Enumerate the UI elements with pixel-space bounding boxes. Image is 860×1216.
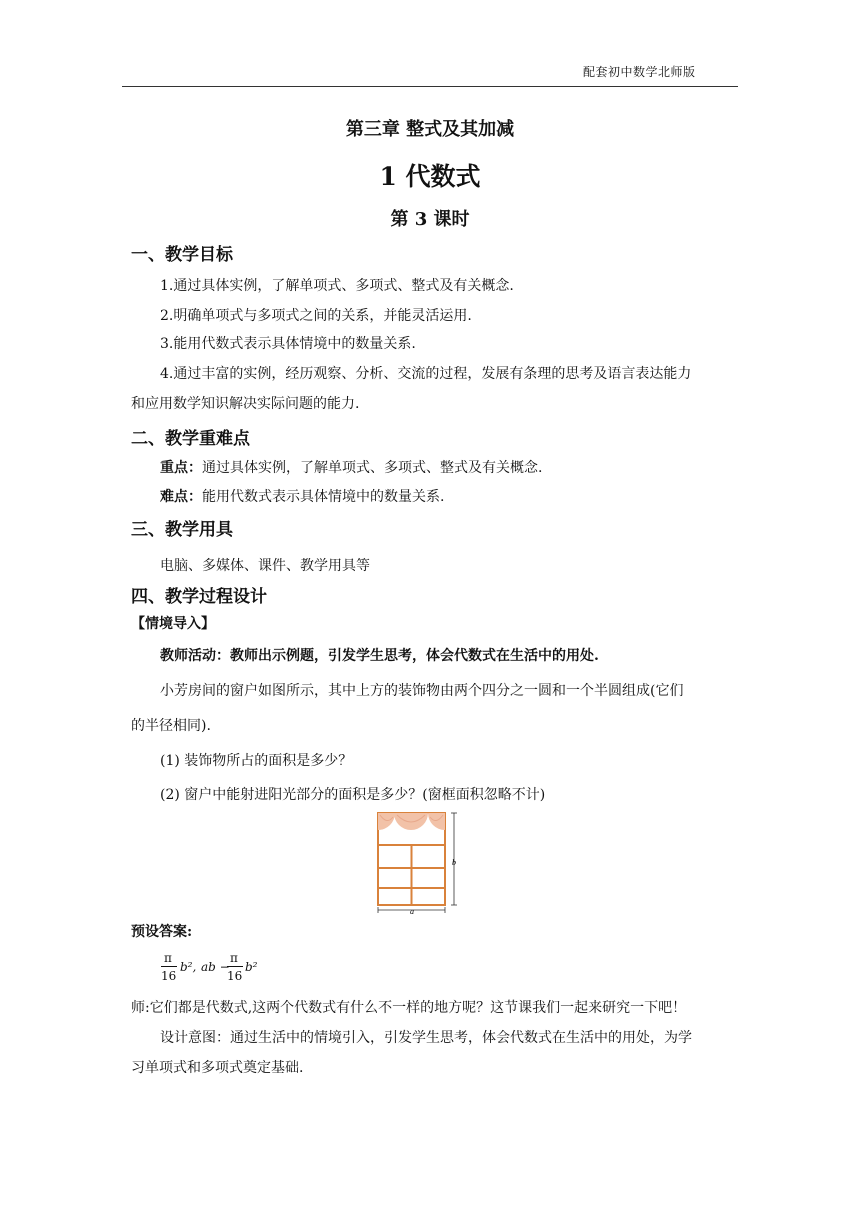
- lesson-title: 1 代数式: [379, 162, 481, 191]
- situation-intro-tag: 【情境导入】: [131, 616, 215, 632]
- answer-label: 预设答案:: [131, 924, 193, 940]
- denominator-1: 16: [161, 969, 177, 983]
- section-heading-tools: 三、教学用具: [131, 520, 233, 540]
- window-figure: [375, 811, 465, 915]
- term-b-squared: b²,: [180, 960, 197, 974]
- design-intent-line-2: 习单项式和多项式奠定基础.: [131, 1060, 304, 1076]
- header-note: 配套初中数学北师版: [583, 65, 696, 79]
- a-label: a: [410, 907, 414, 915]
- teacher-remark: 师:它们都是代数式,这两个代数式有什么不一样的地方呢？这节课我们一起来研究一下吧！: [131, 1000, 687, 1016]
- design-intent-line-1: 设计意图：通过生活中的情境引入，引发学生思考，体会代数式在生活中的用处，为学: [160, 1030, 692, 1046]
- term-b-squared-2: b²: [245, 960, 258, 974]
- problem-line-2: 的半径相同).: [131, 718, 211, 734]
- period-title: 第 3 课时: [390, 209, 470, 230]
- objective-4: 4.通过丰富的实例，经历观察、分析、交流的过程，发展有条理的思考及语言表达能力: [160, 366, 692, 382]
- question-1: (1) 装饰物所占的面积是多少？: [160, 753, 353, 769]
- key-point-text: 通过具体实例，了解单项式、多项式、整式及有关概念.: [202, 460, 543, 476]
- problem-line-1: 小芳房间的窗户如图所示，其中上方的装饰物由两个四分之一圆和一个半圆组成(它们: [160, 683, 684, 699]
- key-point-label: 重点：: [160, 460, 202, 476]
- key-point-line: [160, 457, 542, 477]
- objective-2: 2.明确单项式与多项式之间的关系，并能灵活运用.: [160, 308, 472, 324]
- objective-4-cont: 和应用数学知识解决实际问题的能力.: [131, 396, 360, 412]
- fraction-bar-1: [161, 966, 177, 967]
- section-heading-process: 四、教学过程设计: [131, 587, 267, 607]
- header-rule: [122, 86, 738, 87]
- difficulty-text: 能用代数式表示具体情境中的数量关系.: [202, 489, 445, 505]
- denominator-2: 16: [227, 969, 243, 983]
- fraction-bar-2: [227, 966, 243, 967]
- difficulty-label: 难点：: [160, 489, 202, 505]
- tools-text: 电脑、多媒体、课件、教学用具等: [160, 558, 370, 574]
- objective-1: 1.通过具体实例，了解单项式、多项式、整式及有关概念.: [160, 278, 514, 294]
- chapter-title: 第三章 整式及其加减: [345, 119, 515, 140]
- term-ab-minus: ab −: [201, 960, 230, 974]
- difficulty-line: [160, 486, 444, 506]
- pi-numerator-2: π: [230, 951, 238, 965]
- section-heading-objectives: 一、教学目标: [131, 245, 233, 265]
- pi-numerator-1: π: [164, 951, 172, 965]
- teacher-activity: 教师活动：教师出示例题，引发学生思考，体会代数式在生活中的用处.: [160, 648, 599, 664]
- question-2: (2) 窗户中能射进阳光部分的面积是多少？(窗框面积忽略不计): [160, 787, 546, 803]
- section-heading-key-points: 二、教学重难点: [131, 429, 250, 449]
- objective-3: 3.能用代数式表示具体情境中的数量关系.: [160, 336, 416, 352]
- b-label: b: [452, 858, 456, 867]
